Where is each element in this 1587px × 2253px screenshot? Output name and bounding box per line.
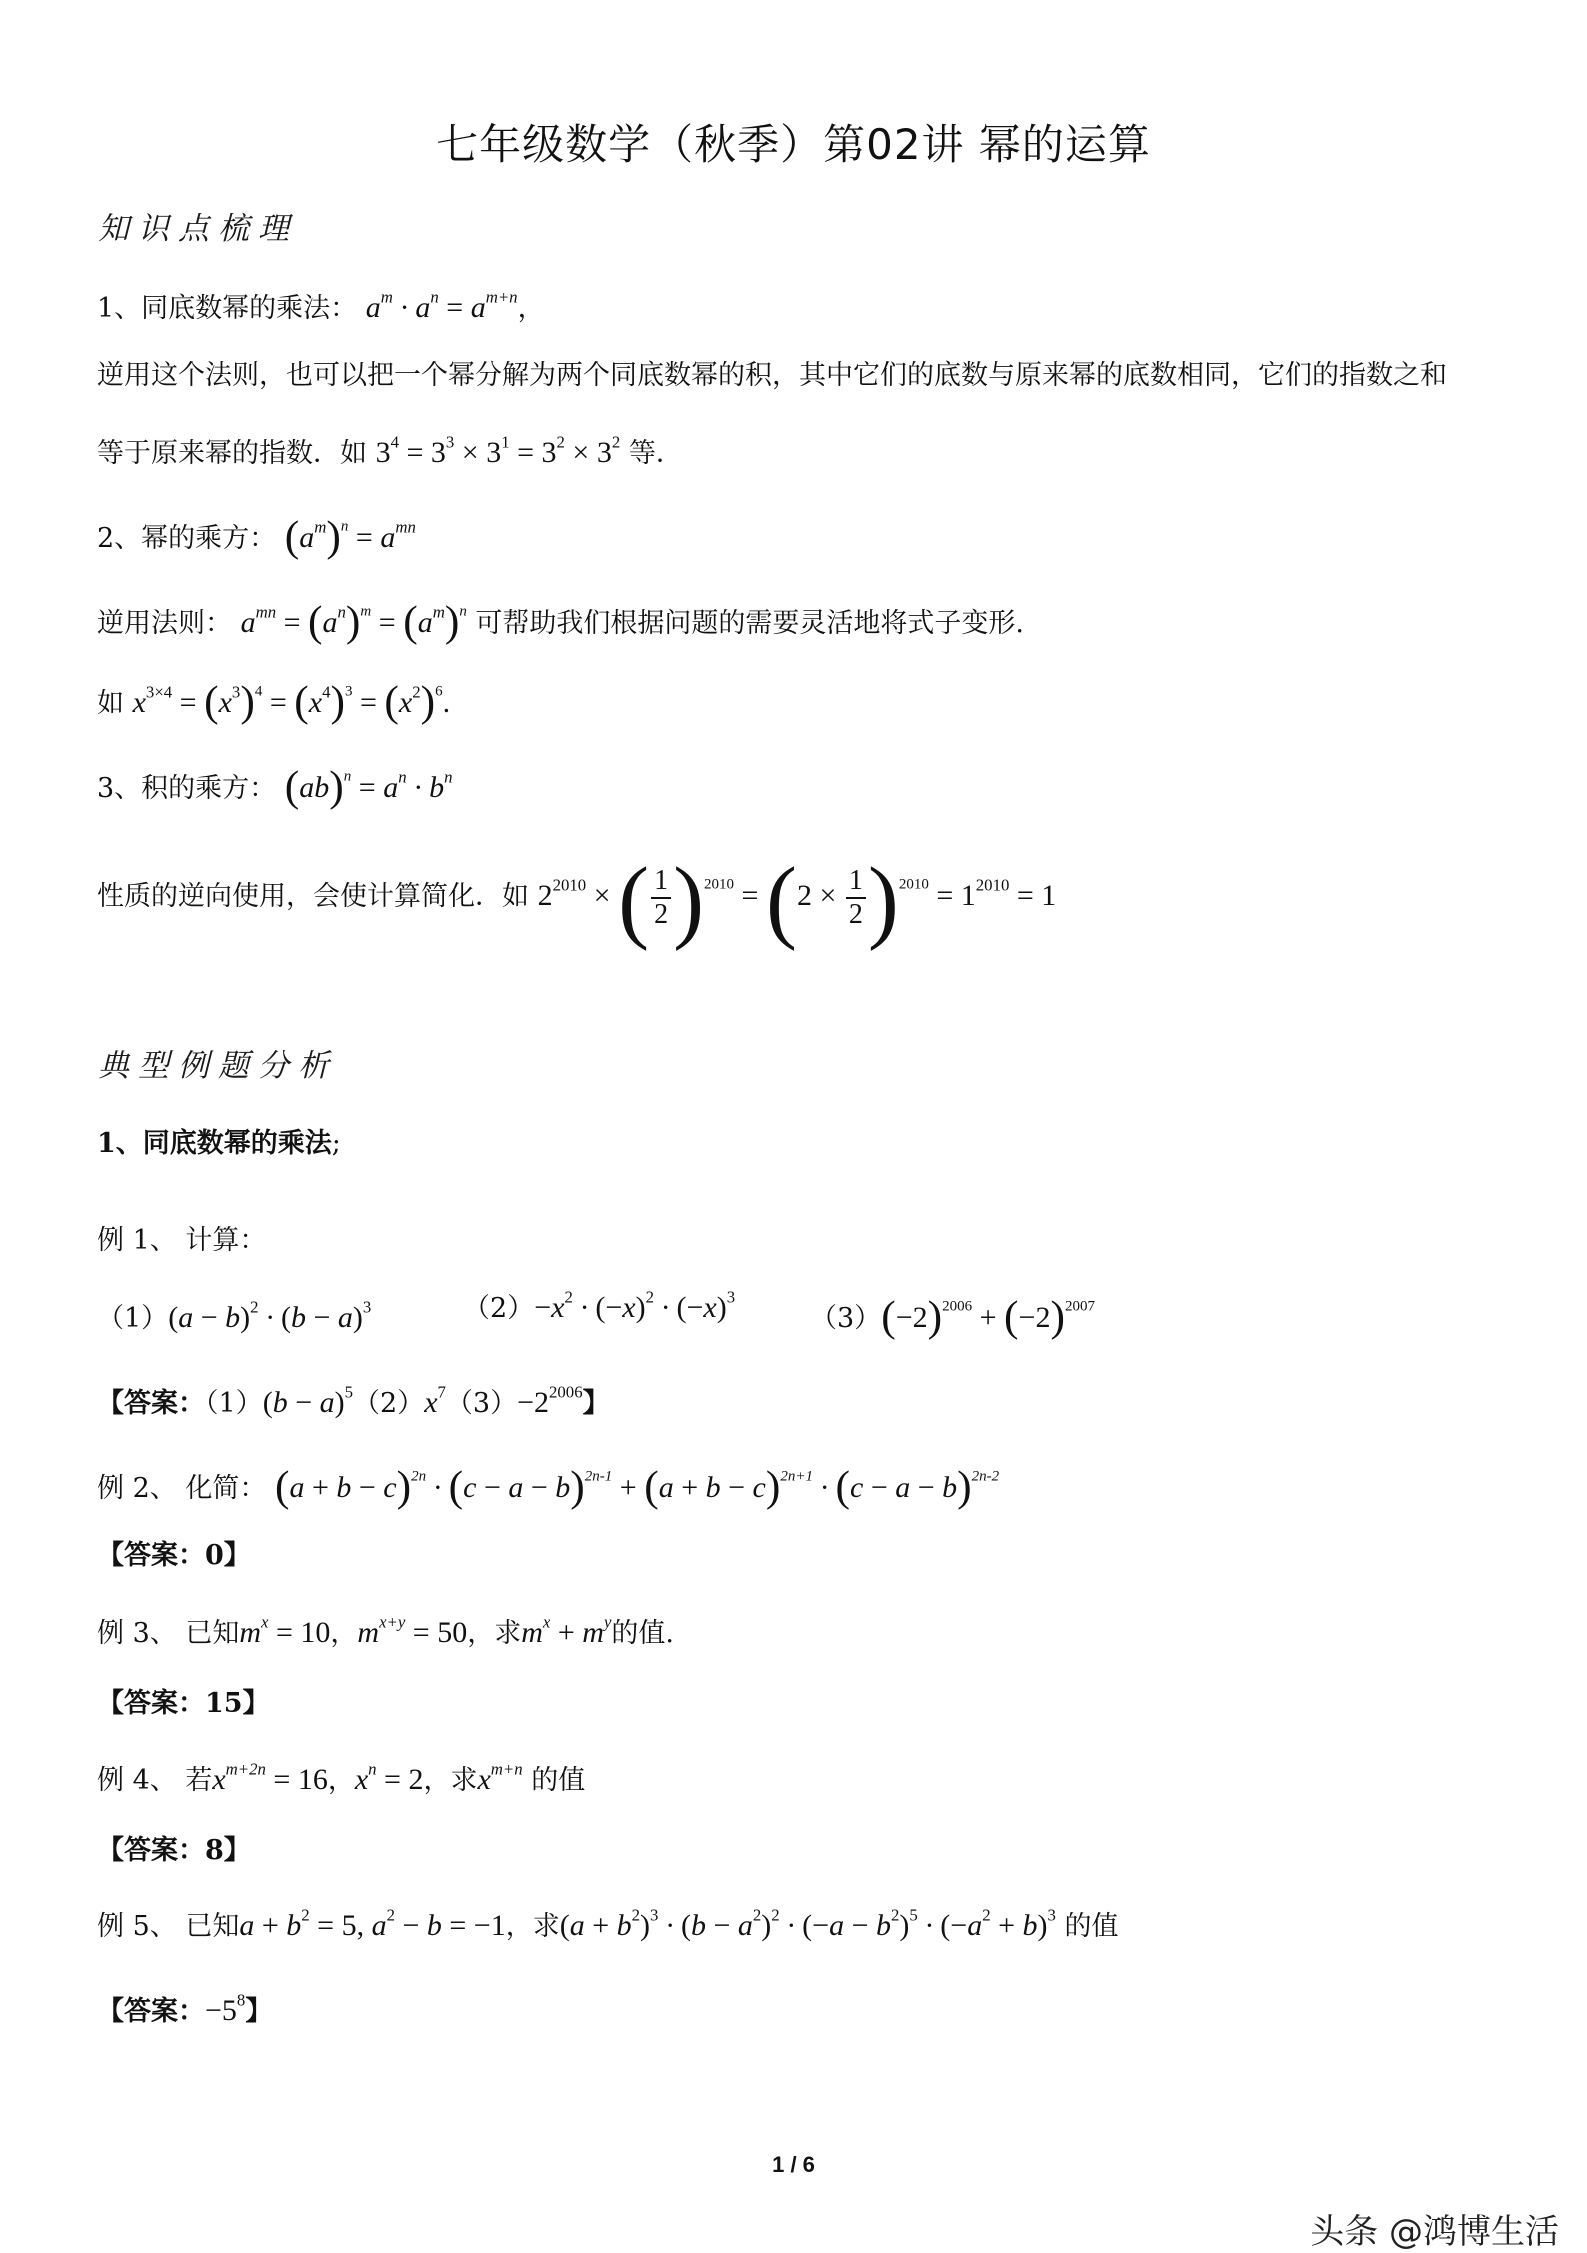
- section-heading-examples: 典型例题分析: [98, 1048, 338, 1084]
- rule2-reverse-formula: $a^{mn} = (a^n)^m = (a^m)^n$: [240, 597, 467, 646]
- page-title: 七年级数学（秋季）第02讲 幂的运算: [436, 120, 1151, 169]
- ex1-p1-formula: $(a - b)^2 \cdot (b - a)^3$: [168, 1297, 372, 1334]
- rule2-example-formula: $x^{3\times 4} = (x^3)^4 = (x^4)^3 = (x^2)^6$.: [132, 677, 451, 726]
- ex2-label: 例 2、 化简：: [97, 1473, 267, 1504]
- rule3-example-formula: $2^{2010}$ × ( $\frac{1}{2}$ )$^{2010}$ = (2 × $\frac{1}{2}$ )$^{2010} = 1^{2010} = 1$: [537, 849, 1057, 953]
- watermark: 头条 @鸿博生活: [1310, 2212, 1559, 2252]
- ex5-answer: 【答案：$-5^8$】: [97, 1990, 273, 2027]
- ex1-p2-formula: $-x^2 \cdot (-x)^2 \cdot (-x)^3$: [534, 1287, 736, 1324]
- rule3-line: [97, 762, 453, 811]
- rule2-example-prefix: 如: [97, 688, 124, 719]
- rule2-label: 2、幂的乘方：: [97, 523, 277, 554]
- rule1-label: 1、同底数幂的乘法：: [97, 293, 358, 324]
- ex4-answer: 【答案：8】: [97, 1835, 251, 1866]
- rule2-formula: $(a^m)^n = a^{mn}$: [284, 512, 416, 561]
- ex1-p3-formula: $(-2)^{2006} + (-2)^{2007}$: [881, 1292, 1095, 1341]
- rule3-example-line: [97, 849, 1057, 953]
- rule2-line: [97, 512, 416, 561]
- ex1-answer: 【答案：$(1)(b - a)^5(2)x^7(3)-2^{2006}$】: [97, 1382, 610, 1419]
- rule1-formula: $a^m \cdot a^n = a^{m+n}$: [365, 287, 518, 324]
- ex1-problem-1: [97, 1297, 372, 1336]
- ex1-label: 例 1、 计算：: [97, 1225, 267, 1256]
- rule1-example-prefix: 等于原来幂的指数．如: [97, 438, 367, 469]
- ex1-problem-3: [810, 1292, 1095, 1341]
- ex3-line: 例 3、 已知$m^x = 10$，$m^{x+y} = 50$，求$m^x + m^y$的值.: [97, 1612, 674, 1649]
- rule2-reverse-label: 逆用法则：: [97, 608, 232, 639]
- ex1-p1-label: （1）: [97, 1303, 169, 1334]
- rule3-formula: $(ab)^n = a^n \cdot b^n$: [284, 762, 453, 811]
- rule2-reverse-line: [97, 597, 1024, 646]
- rule2-reverse-text: 可帮助我们根据问题的需要灵活地将式子变形.: [475, 608, 1024, 639]
- rule3-prop-text: 性质的逆向使用，会使计算简化．如: [97, 881, 529, 913]
- ex5-line: 例 5、 已知$a + b^2 = 5$, $a^2 - b = -1$，求$(a + b^2)^3 \cdot (b - a^2)^2 \cdot (-a - b^2)^5 \cdot (-a^2 + b)^3$ 的值: [97, 1905, 1119, 1942]
- rule1-example-suffix: 等．: [628, 438, 683, 469]
- ex3-answer: 【答案：15】: [97, 1688, 270, 1719]
- page-number: 1 / 6: [772, 2152, 815, 2177]
- rule1-reverse-text: 逆用这个法则，也可以把一个幂分解为两个同底数幂的积，其中它们的底数与原来幂的底数相同，它们的指数之和: [97, 360, 1447, 391]
- rule1-example-formula: $3^4 = 3^3 \times 3^1 = 3^2 \times 3^2$: [375, 432, 621, 469]
- rule1-line: 1、同底数幂的乘法： $a^m \cdot a^n = a^{m+n}$，: [97, 287, 545, 324]
- section-heading-knowledge: 知识点梳理: [98, 211, 298, 247]
- topic1-title: 1、同底数幂的乘法: [97, 1128, 332, 1159]
- ex2-line: [97, 1462, 1000, 1511]
- rule3-label: 3、积的乘方：: [97, 773, 277, 804]
- ex1-p3-label: （3）: [810, 1303, 882, 1334]
- ex1-p2-label: （2）: [463, 1293, 535, 1324]
- ex1-problem-2: [463, 1287, 736, 1326]
- rule2-example-line: [97, 677, 451, 726]
- rule1-example-line: [97, 432, 683, 471]
- topic1-punct: ;: [331, 1128, 341, 1159]
- topic1-heading: [97, 1128, 341, 1160]
- ex2-answer: 【答案：0】: [97, 1540, 251, 1571]
- ex4-line: 例 4、 若$x^{m+2n} = 16$，$x^n = 2$，求$x^{m+n}$ 的值: [97, 1759, 586, 1796]
- ex2-formula: $(a + b - c)^{2n} \cdot (c - a - b)^{2n-1} + (a + b - c)^{2n+1} \cdot (c - a - b)^{2n-2}$: [274, 1462, 1000, 1511]
